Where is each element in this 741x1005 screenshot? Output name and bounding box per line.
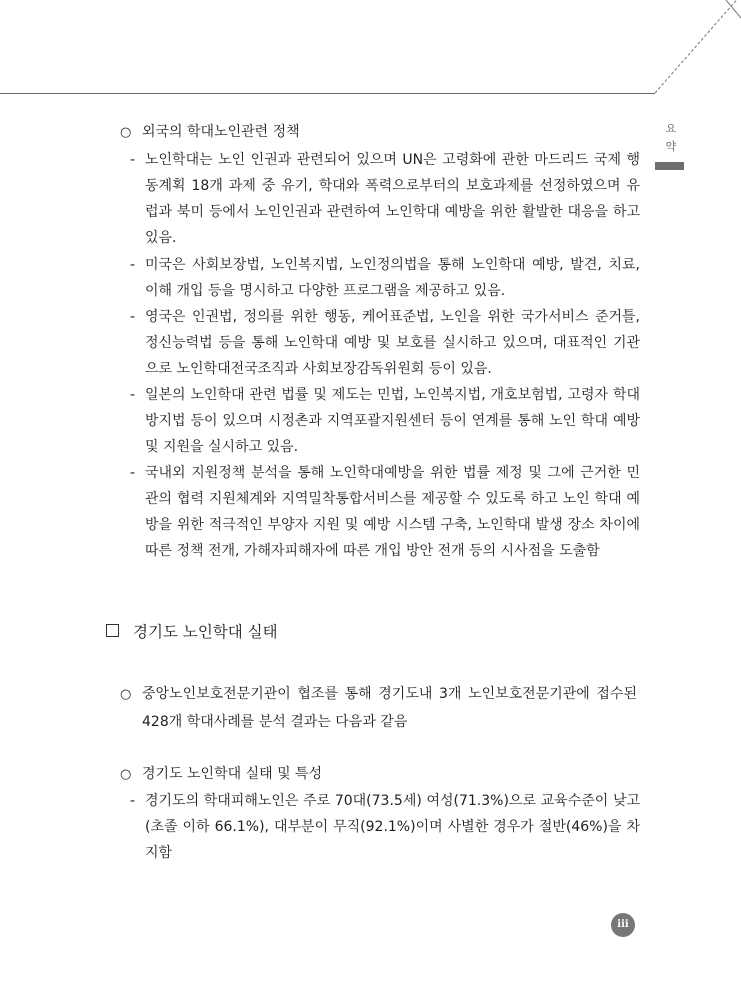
bullet-text: 영국은 인권법, 정의를 위한 행동, 케어표준법, 노인을 위한 국가서비스 준거틀, 정신능력법 등을 통해 노인학대 예방 및 보호를 실시하고 있으며, 대표적인 기관으로 노인학대전국조직과 사회보장감독위원회 등이 있음. (145, 309, 640, 377)
bullet-text: 미국은 사회보장법, 노인복지법, 노인정의법을 통해 노인학대 예방, 발견, 치료, 이해 개입 등을 명시하고 다양한 프로그램을 제공하고 있음. (145, 257, 640, 299)
side-section-tab (656, 120, 686, 156)
bullet-item (130, 147, 640, 251)
side-tab-char: 약 (665, 140, 677, 153)
heading-text: 경기도 노인학대 실태 및 특성 (142, 766, 323, 782)
circle-marker: ○ (120, 687, 132, 702)
heading-text: 외국의 학대노인관련 정책 (142, 124, 300, 140)
square-marker-icon (106, 624, 119, 637)
dash-marker: - (130, 152, 136, 168)
section-title-text: 경기도 노인학대 실태 (133, 623, 278, 641)
page-number-badge: iii (611, 913, 635, 937)
bullet-text: 노인학대는 노인 인권과 관련되어 있으며 UN은 고령화에 관한 마드리드 국제 행동계획 18개 과제 중 유기, 학대와 폭력으로부터의 보호과제를 선정하였으며 유럽과 북미 등에서 노인인권과 관련하여 노인학대 예방을 위한 활발한 대응을 하고 있음. (145, 152, 640, 246)
gyeonggi-item-2-heading (120, 764, 322, 785)
gyeonggi-item-1 (120, 680, 640, 736)
dash-marker: - (130, 387, 136, 403)
dash-marker: - (130, 257, 136, 273)
circle-marker: ○ (120, 767, 132, 782)
bullet-text: 경기도의 학대피해노인은 주로 70대(73.5세) 여성(71.3%)으로 교육수준이 낮고 (초졸 이하 66.1%), 대부분이 무직(92.1%)이며 사별한 경우가 절반(46%)을 차지함 (145, 793, 640, 861)
dash-marker: - (130, 465, 136, 481)
foreign-policy-heading (120, 122, 300, 143)
circle-marker: ○ (120, 125, 132, 140)
bullet-item (130, 460, 640, 564)
dash-marker: - (130, 309, 136, 325)
item-text: 중앙노인보호전문기관이 협조를 통해 경기도내 3개 노인보호전문기관에 접수된 428개 학대사례를 분석 결과는 다음과 같음 (142, 686, 637, 730)
side-tab-bar (655, 162, 684, 170)
bullet-item (130, 304, 640, 382)
bullet-item (130, 788, 640, 866)
section-title (106, 620, 278, 642)
dash-marker: - (130, 793, 136, 809)
bullet-item (130, 382, 640, 460)
bullet-text: 일본의 노인학대 관련 법률 및 제도는 민법, 노인복지법, 개호보험법, 고령자 학대방지법 등이 있으며 시정촌과 지역포괄지원센터 등이 연계를 통해 노인 학대 예방 및 지원을 실시하고 있음. (145, 387, 640, 455)
bullet-text: 국내외 지원정책 분석을 통해 노인학대예방을 위한 법률 제정 및 그에 근거한 민관의 협력 지원체계와 지역밀착통합서비스를 제공할 수 있도록 하고 노인 학대 예방을 위한 적극적인 부양자 지원 및 예방 시스템 구축, 노인학대 발생 장소 차이에 따른 정책 전개, 가해자피해자에 따른 개입 방안 전개 등의 시사점을 도출함 (145, 465, 640, 559)
side-tab-char: 요 (665, 122, 677, 135)
bullet-item (130, 252, 640, 304)
page-corner-fold (0, 0, 741, 110)
